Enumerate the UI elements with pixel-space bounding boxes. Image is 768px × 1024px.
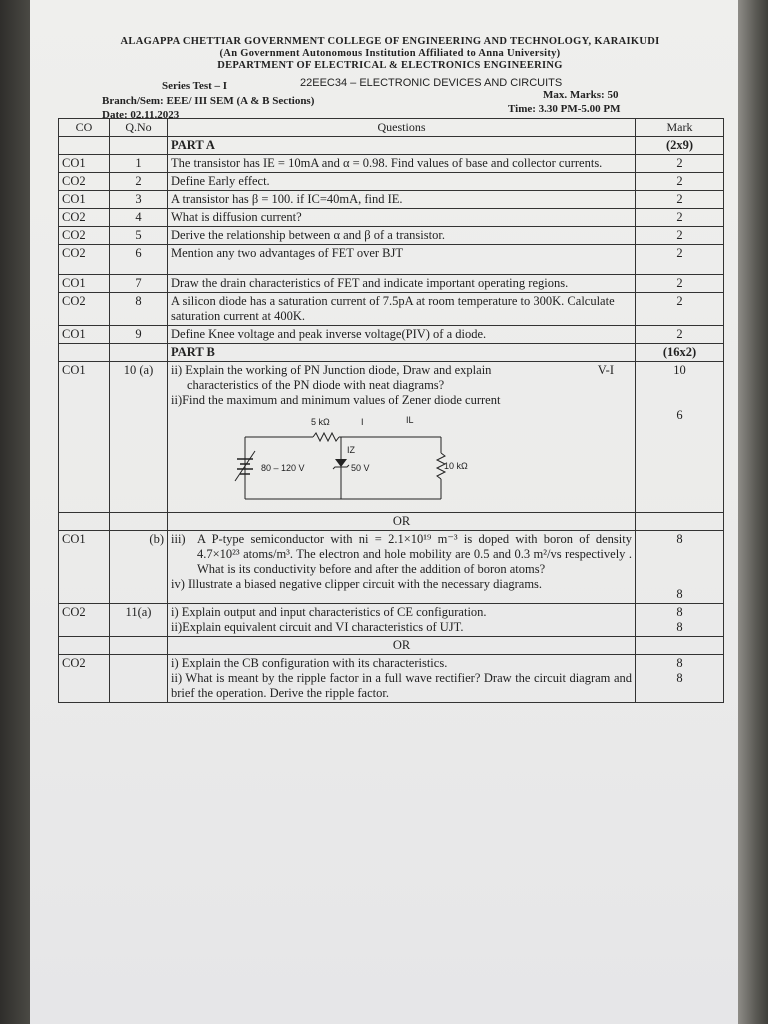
question-10a-i-continued: characteristics of the PN diode with neat diagrams? [187,378,445,392]
max-marks: Max. Marks: 50 [543,89,619,101]
question-10a-i-tail: V-I [597,363,614,377]
question-text: Define Knee voltage and peak inverse voltage(PIV) of a diode. [168,326,636,344]
question-10a-content [168,362,636,513]
or-label: OR [168,513,636,531]
co-header: CO [59,119,110,137]
series-resistor-label: 5 kΩ [311,417,330,427]
zener-diode-icon [335,459,347,467]
paper-header [95,36,685,72]
question-row [59,155,724,173]
co-cell: CO2 [59,227,110,245]
mark-cell: 2 [636,245,724,275]
question-row [59,245,724,275]
mark-cell: 2 [636,326,724,344]
qno-cell: 8 [110,293,168,326]
question-text: Define Early effect. [168,173,636,191]
branch-sem: Branch/Sem: EEE/ III SEM (A & B Sections) [102,95,315,107]
question-text: Derive the relationship between α and β of a transistor. [168,227,636,245]
question-row [59,275,724,293]
qno-cell: 6 [110,245,168,275]
mark-10a-i: 10 [673,363,686,377]
question-text: What is diffusion current? [168,209,636,227]
co-cell: CO2 [59,293,110,326]
current-label: I [361,417,364,427]
exam-time: Time: 3.30 PM-5.00 PM [508,103,621,115]
mark-10b-iv: 8 [676,587,683,601]
zener-current-label: IZ [347,445,355,455]
table-header-row [59,119,724,137]
co-cell: CO2 [59,173,110,191]
series-resistor [313,433,339,441]
question-10b-content [168,531,636,604]
mark-10b-iii: 8 [676,532,683,546]
college-name: ALAGAPPA CHETTIAR GOVERNMENT COLLEGE OF ENGINEERING AND TECHNOLOGY, KARAIKUDI [120,36,660,47]
qno-cell: (b) [110,531,168,604]
mark-cell: 2 [636,155,724,173]
question-row-10a [59,362,724,513]
mark-11b-i: 8 [676,656,683,670]
co-cell: CO2 [59,245,110,275]
question-10b-iii-number: iii) [171,532,186,546]
exam-date: Date: 02.11.2023 [102,109,180,121]
question-row-11a [59,604,724,637]
load-resistor-label-visible: 10 kΩ [444,461,468,471]
question-11b-content [168,655,636,703]
mark-10a-ii: 6 [676,408,683,422]
mark-11a-i: 8 [676,605,683,619]
question-text: Draw the drain characteristics of FET and indicate important operating regions. [168,275,636,293]
question-row [59,293,724,326]
question-11a-i: i) Explain output and input characteristics of CE configuration. [171,605,487,619]
qno-cell: 5 [110,227,168,245]
department-name: DEPARTMENT OF ELECTRICAL & ELECTRONICS ENGINEERING [217,60,563,71]
co-cell: CO1 [59,155,110,173]
mark-cell: 2 [636,173,724,191]
zener-circuit-diagram [231,411,468,507]
question-11a-ii: ii)Explain equivalent circuit and VI characteristics of UJT. [171,620,464,634]
question-10b-iii: A P-type semiconductor with ni = 2.1×10¹⁹ m⁻³ is doped with boron of density 4.7×10²³ atoms/m³. The electron and hole mobility are 0.5 and 0.3 m²/vs respectively . What is its conductivity before and after the addition of boron atoms? [197,532,632,576]
qno-header: Q.No [110,119,168,137]
qno-cell: 7 [110,275,168,293]
load-current-label: IL [406,415,414,425]
question-row [59,173,724,191]
background-right [738,0,768,1024]
question-text: A silicon diode has a saturation current of 7.5pA at room temperature to 300K. Calculate saturation current at 400K. [168,293,636,326]
zener-voltage-label: 50 V [351,463,370,473]
series-title: Series Test – I [162,80,228,92]
mark-cell-11b [636,655,724,703]
question-row [59,209,724,227]
questions-header: Questions [168,119,636,137]
question-text: Mention any two advantages of FET over BJT [168,245,636,275]
co-cell: CO2 [59,604,110,637]
mark-header: Mark [636,119,724,137]
qno-cell: 11(a) [110,604,168,637]
co-cell: CO1 [59,326,110,344]
qno-cell: 10 (a) [110,362,168,513]
mark-cell-10b [636,531,724,604]
or-row [59,637,724,655]
question-text: A transistor has β = 100. if IC=40mA, find IE. [168,191,636,209]
question-row [59,227,724,245]
co-cell: CO1 [59,191,110,209]
question-row [59,326,724,344]
question-row [59,191,724,209]
qno-cell: 1 [110,155,168,173]
source-label: 80 – 120 V [261,463,305,473]
question-10a-ii: ii)Find the maximum and minimum values of Zener diode current [171,393,501,407]
mark-cell: 2 [636,191,724,209]
question-10b-iv: iv) Illustrate a biased negative clipper circuit with the necessary diagrams. [171,577,543,591]
question-11b-i: i) Explain the CB configuration with its characteristics. [171,656,448,670]
co-cell: CO2 [59,209,110,227]
question-row-11b [59,655,724,703]
mark-cell: 2 [636,293,724,326]
co-cell: CO1 [59,275,110,293]
or-row [59,513,724,531]
mark-cell: 2 [636,209,724,227]
course-title: 22EEC34 – ELECTRONIC DEVICES AND CIRCUITS [300,77,563,89]
qno-cell: 2 [110,173,168,191]
or-label: OR [168,637,636,655]
question-row-10b [59,531,724,604]
mark-cell: 2 [636,227,724,245]
qno-cell [110,655,168,703]
co-cell: CO1 [59,531,110,604]
part-a-label: PART A [168,137,636,155]
part-b-row [59,344,724,362]
part-a-marks: (2x9) [636,137,724,155]
question-table [58,118,724,703]
mark-cell: 2 [636,275,724,293]
qno-cell: 3 [110,191,168,209]
mark-11a-ii: 8 [676,620,683,634]
question-11a-content [168,604,636,637]
mark-cell-10a [636,362,724,513]
background-left [0,0,30,1024]
mark-cell-11a [636,604,724,637]
qno-cell: 4 [110,209,168,227]
mark-11b-ii: 8 [676,671,683,685]
college-status: (An Government Autonomous Institution Affiliated to Anna University) [219,48,561,59]
part-b-label: PART B [168,344,636,362]
question-10a-i: ii) Explain the working of PN Junction diode, Draw and explain [171,363,492,377]
co-cell: CO2 [59,655,110,703]
qno-cell: 9 [110,326,168,344]
question-11b-ii: ii) What is meant by the ripple factor in a full wave rectifier? Draw the circuit diagram and brief the operation. Derive the ripple factor. [171,671,632,700]
question-text: The transistor has IE = 10mA and α = 0.98. Find values of base and collector currents. [168,155,636,173]
part-b-marks: (16x2) [636,344,724,362]
co-cell: CO1 [59,362,110,513]
part-a-row [59,137,724,155]
